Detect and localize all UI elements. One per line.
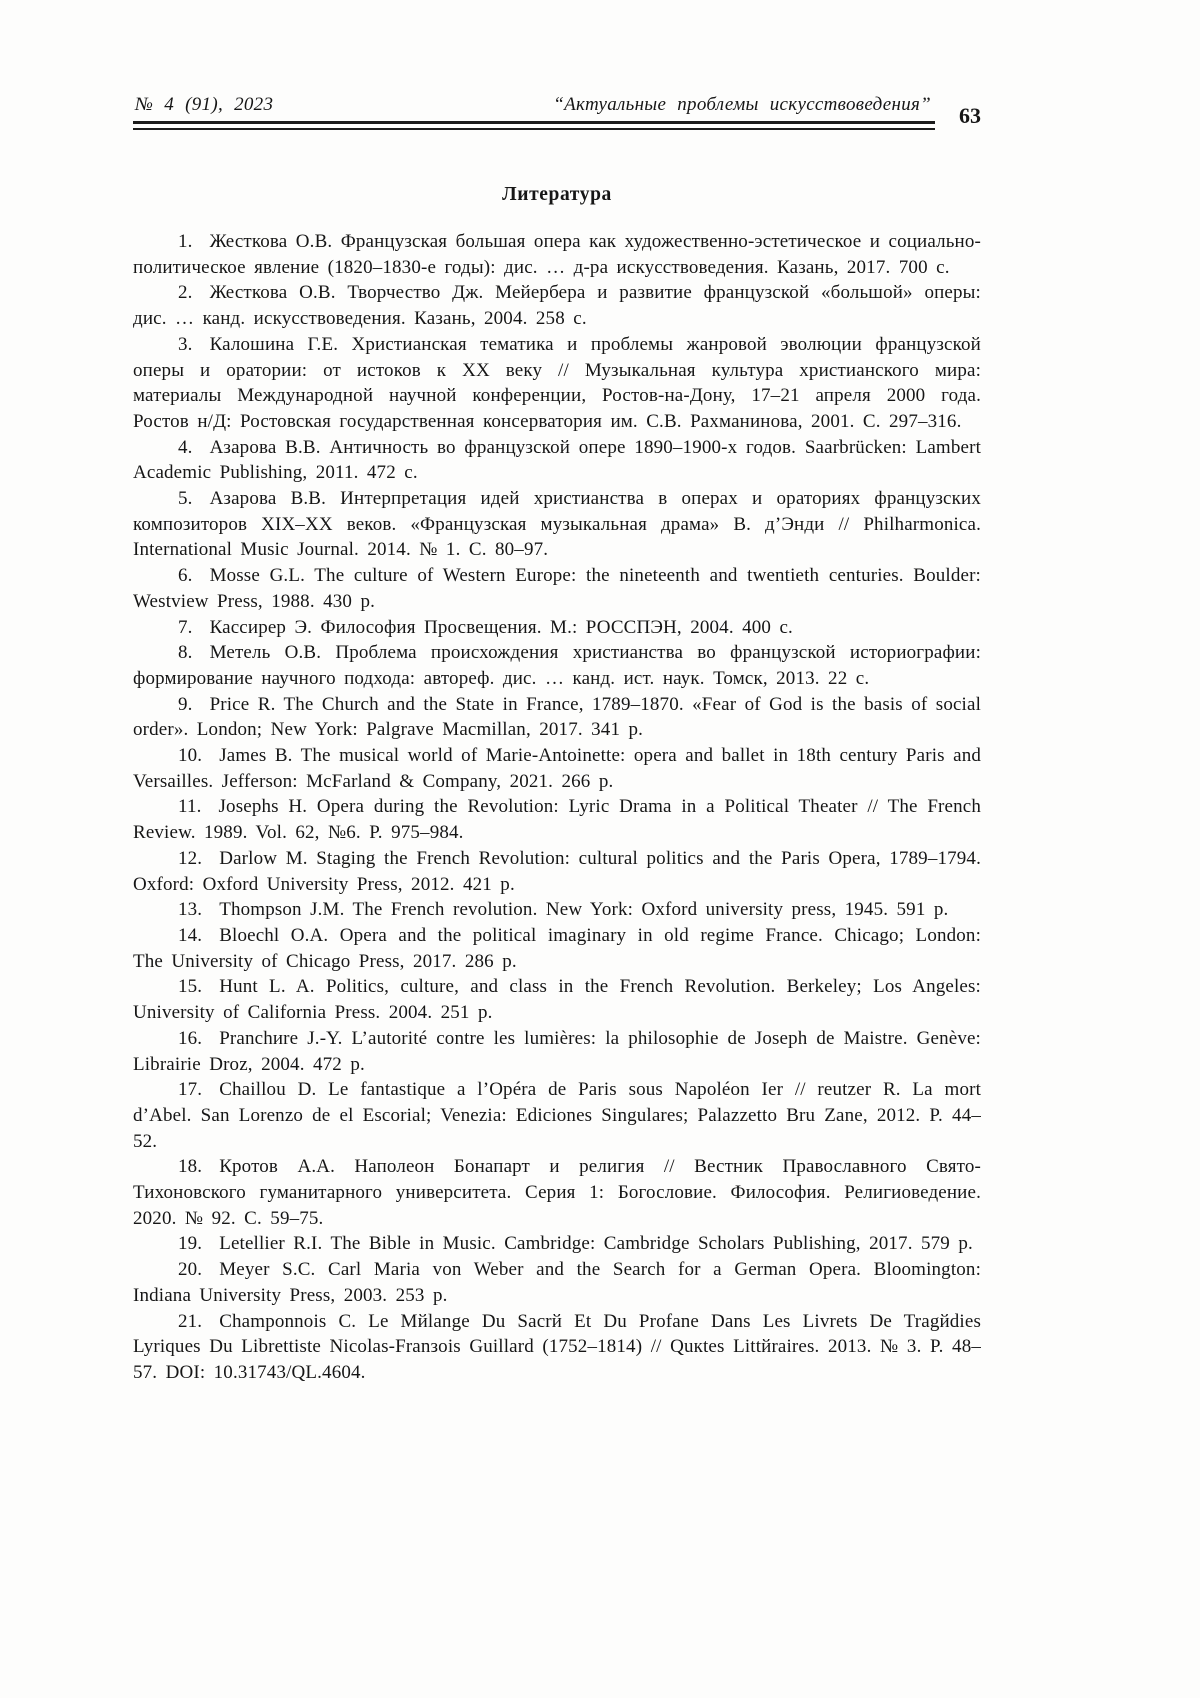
reference-number: 6. [178,565,193,587]
reference-text: Thompson J.M. The French revolution. New York: Oxford university press, 1945. 591 p. [219,899,949,921]
reference-number: 15. [178,976,203,998]
reference-number: 12. [178,847,203,869]
page-number: 63 [959,103,981,128]
reference-item [133,332,981,435]
reference-item [133,1154,981,1231]
reference-item [133,1231,981,1257]
reference-item [133,486,981,563]
reference-item [133,229,981,280]
reference-text: Pranchиre J.-Y. L’autorité contre les lumières: la philosophie de Joseph de Maistre. Genève: Librairie Droz, 2004. 472 p. [133,1027,981,1075]
reference-text: James B. The musical world of Marie-Antoinette: opera and ballet in 18th century Paris and Versailles. Jefferson: McFarland & Company, 2021. 266 p. [133,745,981,792]
reference-item [133,974,981,1025]
reference-number: 7. [178,616,193,638]
reference-text: Азарова В.В. Античность во французской опере 1890–1900-х годов. Saarbrücken: Lambert Academic Publishing, 2011. 472 с. [133,436,981,484]
reference-number: 3. [178,333,193,355]
reference-text: Жесткова О.В. Французская большая опера как художественно-эстетическое и социально-политическое явление (1820–1830-е годы): дис. … д-ра искусствоведения. Казань, 2017. 700 с. [133,231,981,278]
reference-item [133,1309,981,1386]
reference-text: Hunt L. A. Politics, culture, and class in the French Revolution. Berkeley; Los Angeles: University of California Press. 2004. 251 p. [133,976,981,1024]
reference-item [133,794,981,845]
references-list [133,229,981,1386]
reference-number: 21. [178,1310,203,1332]
reference-number: 18. [178,1156,203,1178]
reference-text: Champonnois C. Le Mйlange Du Sacrй Et Du Profane Dans Les Livrets De Tragйdies Lyriques Du Librettiste Nicolas-Franзois Guillard (1752–1814) // Quкtes Littйraires. 2013. № 3. P. 48–57. DOI: 10.31743/QL.4604. [133,1310,981,1383]
reference-text: Метель О.В. Проблема происхождения христианства во французской историографии: формирование научного подхода: автореф. дис. … канд. ист. наук. Томск, 2013. 22 с. [133,642,981,689]
reference-item [133,640,981,691]
reference-item [133,846,981,897]
reference-item [133,1257,981,1308]
issue-info: № 4 (91), 2023 [135,94,274,115]
reference-text: Chaillou D. Le fantastique a l’Opéra de Paris sous Napoléon Ier // reutzer R. La mort d’Abel. San Lorenzo de el Escorial; Venezia: Ediciones Singulares; Palazzetto Bru Zane, 2012. P. 44–52. [133,1079,981,1152]
reference-item [133,923,981,974]
reference-item [133,1077,981,1154]
reference-text: Bloechl O.A. Opera and the political imaginary in old regime France. Chicago; London: The University of Chicago Press, 2017. 286 p. [133,924,981,972]
reference-number: 9. [178,693,193,715]
header-double-rule [133,121,935,130]
reference-number: 2. [178,282,193,304]
reference-number: 10. [178,745,203,767]
reference-number: 20. [178,1259,203,1281]
reference-number: 11. [178,796,202,818]
reference-text: Азарова В.В. Интерпретация идей христианства в операх и ораториях французских композиторов XIX–XX веков. «Французская музыкальная драма» В. д’Энди // Philharmonica. International Music Journal. 2014. № 1. С. 80–97. [133,488,981,561]
reference-text: Letellier R.I. The Bible in Music. Cambridge: Cambridge Scholars Publishing, 2017. 579 p. [219,1233,973,1255]
reference-text: Darlow M. Staging the French Revolution: cultural politics and the Paris Opera, 1789–1794. Oxford: Oxford University Press, 2012. 421 p. [133,847,981,895]
running-head [133,94,935,121]
reference-text: Калошина Г.Е. Христианская тематика и проблемы жанровой эволюции французской оперы и оратории: от истоков к XX веку // Музыкальная культура христианского мира: материалы Международной научной конференции, Ростов-на-Дону, 17–21 апреля 2000 года. Ростов н/Д: Ростовская государственная консерватория им. С.В. Рахманинова, 2001. С. 297–316. [133,333,981,432]
reference-item [133,615,981,641]
reference-text: Meyer S.C. Carl Maria von Weber and the Search for a German Opera. Bloomington: Indiana University Press, 2003. 253 p. [133,1259,981,1306]
reference-number: 1. [178,231,193,252]
reference-number: 14. [178,924,203,946]
reference-item [133,563,981,614]
journal-title: “Актуальные проблемы искусствоведения” [553,94,931,115]
reference-text: Жесткова О.В. Творчество Дж. Мейербера и развитие французской «большой» оперы: дис. … канд. искусствоведения. Казань, 2004. 258 с. [133,282,981,330]
reference-item [133,1026,981,1077]
reference-number: 19. [178,1233,203,1255]
reference-text: Кассирер Э. Философия Просвещения. М.: РОССПЭН, 2004. 400 с. [209,616,793,638]
reference-text: Josephs H. Opera during the Revolution: Lyric Drama in a Political Theater // The French Review. 1989. Vol. 62, №6. P. 975–984. [133,796,981,844]
reference-text: Mosse G.L. The culture of Western Europe: the nineteenth and twentieth centuries. Boulder: Westview Press, 1988. 430 p. [133,565,981,612]
reference-item [133,435,981,486]
reference-text: Price R. The Church and the State in France, 1789–1870. «Fear of God is the basis of social order». London; New York: Palgrave Macmillan, 2017. 341 p. [133,693,981,741]
reference-text: Кротов А.А. Наполеон Бонапарт и религия // Вестник Православного Свято-Тихоновского гуманитарного университета. Серия 1: Богословие. Философия. Религиоведение. 2020. № 92. С. 59–75. [133,1156,981,1229]
reference-number: 17. [178,1079,203,1101]
reference-item [133,897,981,923]
header-rule-area [133,94,935,130]
page-content [133,94,981,1386]
reference-item [133,692,981,743]
section-title: Литература [502,184,612,205]
page-header [133,94,981,130]
reference-number: 5. [178,488,193,510]
reference-number: 4. [178,436,193,458]
reference-number: 16. [178,1027,203,1049]
reference-number: 8. [178,642,193,664]
reference-item [133,743,981,794]
reference-item [133,280,981,331]
reference-number: 13. [178,899,203,921]
